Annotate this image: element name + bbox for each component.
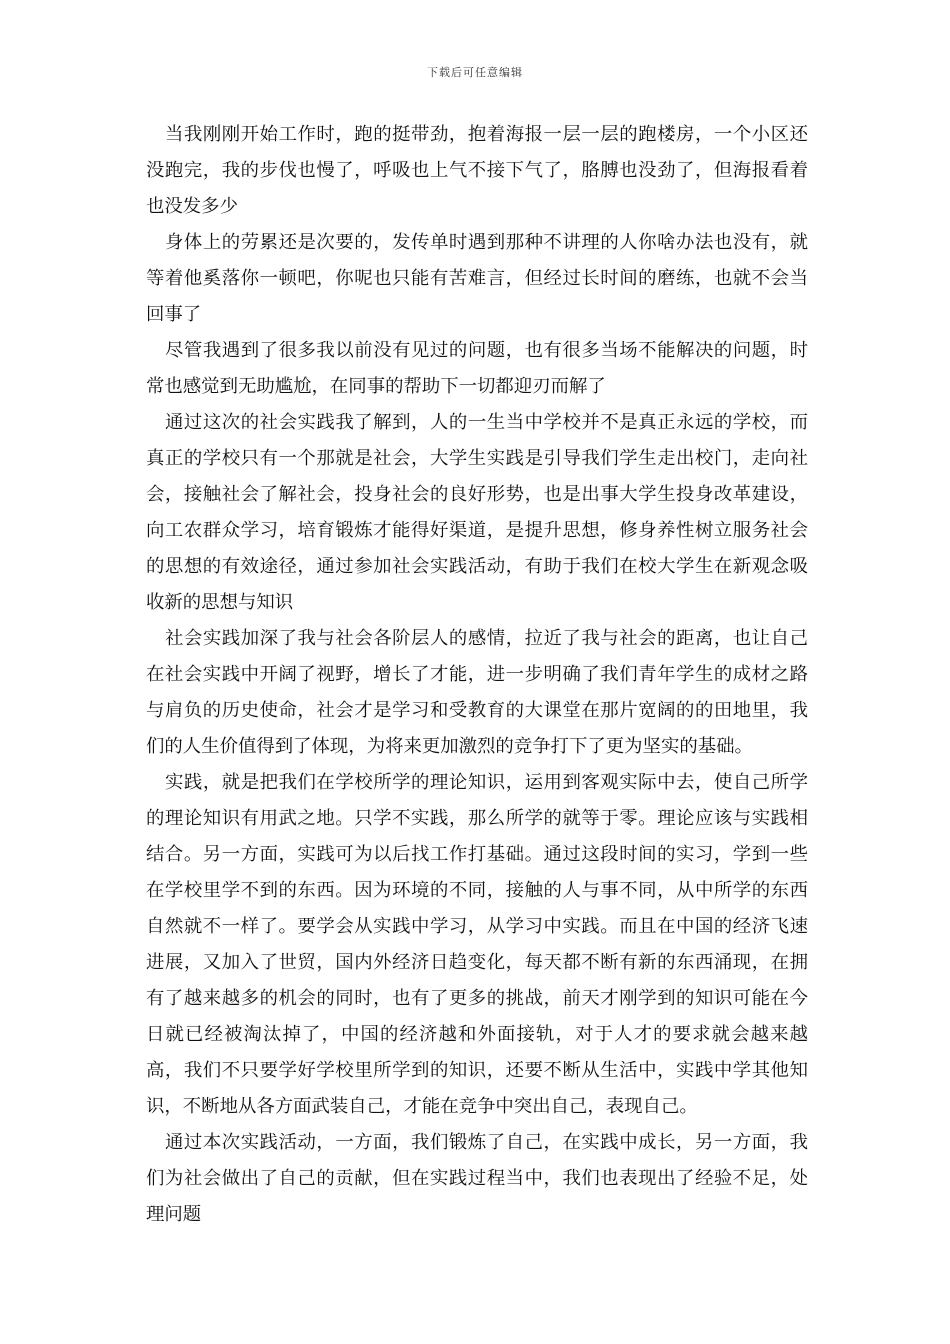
- paragraph-1: 当我刚刚开始工作时，跑的挺带劲，抱着海报一层一层的跑楼房，一个小区还没跑完，我的步伐也慢了，呼吸也上气不接下气了，胳膊也没劲了，但海报看着也没发多少: [146, 124, 808, 217]
- paragraph-4: 通过这次的社会实践我了解到，人的一生当中学校并不是真正永远的学校，而真正的学校只有一个那就是社会，大学生实践是引导我们学生走出校门，走向社会，接触社会了解社会，投身社会的良好形势，也是出事大学生投身改革建设，向工农群众学习，培育锻炼才能得好渠道，是提升思想，修身养性树立服务社会的思想的有效途径，通过参加社会实践活动，有助于我们在校大学生在新观念吸收新的思想与知识: [146, 412, 808, 613]
- page-header: 下载后可任意编辑: [427, 66, 523, 79]
- paragraph-6: 实践，就是把我们在学校所学的理论知识，运用到客观实际中去，使自己所学的理论知识有用武之地。只学不实践，那么所学的就等于零。理论应该与实践相结合。另一方面，实践可为以后找工作打基础。通过这段时间的实习，学到一些在学校里学不到的东西。因为环境的不同，接触的人与事不同，从中所学的东西自然就不一样了。要学会从实践中学习，从学习中实践。而且在中国的经济飞速进展，又加入了世贸，国内外经济日趋变化，每天都不断有新的东西涌现，在拥有了越来越多的机会的同时，也有了更多的挑战，前天才刚学到的知识可能在今日就已经被淘汰掉了，中国的经济越和外面接轨，对于人才的要求就会越来越高，我们不只要学好学校里所学到的知识，还要不断从生活中，实践中学其他知识，不断地从各方面武装自己，才能在竞争中突出自己，表现自己。: [146, 772, 808, 1117]
- paragraph-5: 社会实践加深了我与社会各阶层人的感情，拉近了我与社会的距离，也让自己在社会实践中开阔了视野，增长了才能，进一步明确了我们青年学生的成材之路与肩负的历史使命，社会才是学习和受教育的大课堂在那片宽阔的的田地里，我们的人生价值得到了体现，为将来更加激烈的竞争打下了更为坚实的基础。: [146, 628, 808, 757]
- paragraph-7: 通过本次实践活动，一方面，我们锻炼了自己，在实践中成长，另一方面，我们为社会做出了自己的贡献，但在实践过程当中，我们也表现出了经验不足，处理问题: [146, 1132, 808, 1225]
- document-body: [146, 117, 808, 1233]
- paragraph-2: 身体上的劳累还是次要的，发传单时遇到那种不讲理的人你啥办法也没有，就等着他奚落你一顿吧，你呢也只能有苦难言，但经过长时间的磨练，也就不会当回事了: [146, 232, 808, 325]
- paragraph-3: 尽管我遇到了很多我以前没有见过的问题，也有很多当场不能解决的问题，时常也感觉到无助尴尬，在同事的帮助下一切都迎刃而解了: [146, 340, 808, 397]
